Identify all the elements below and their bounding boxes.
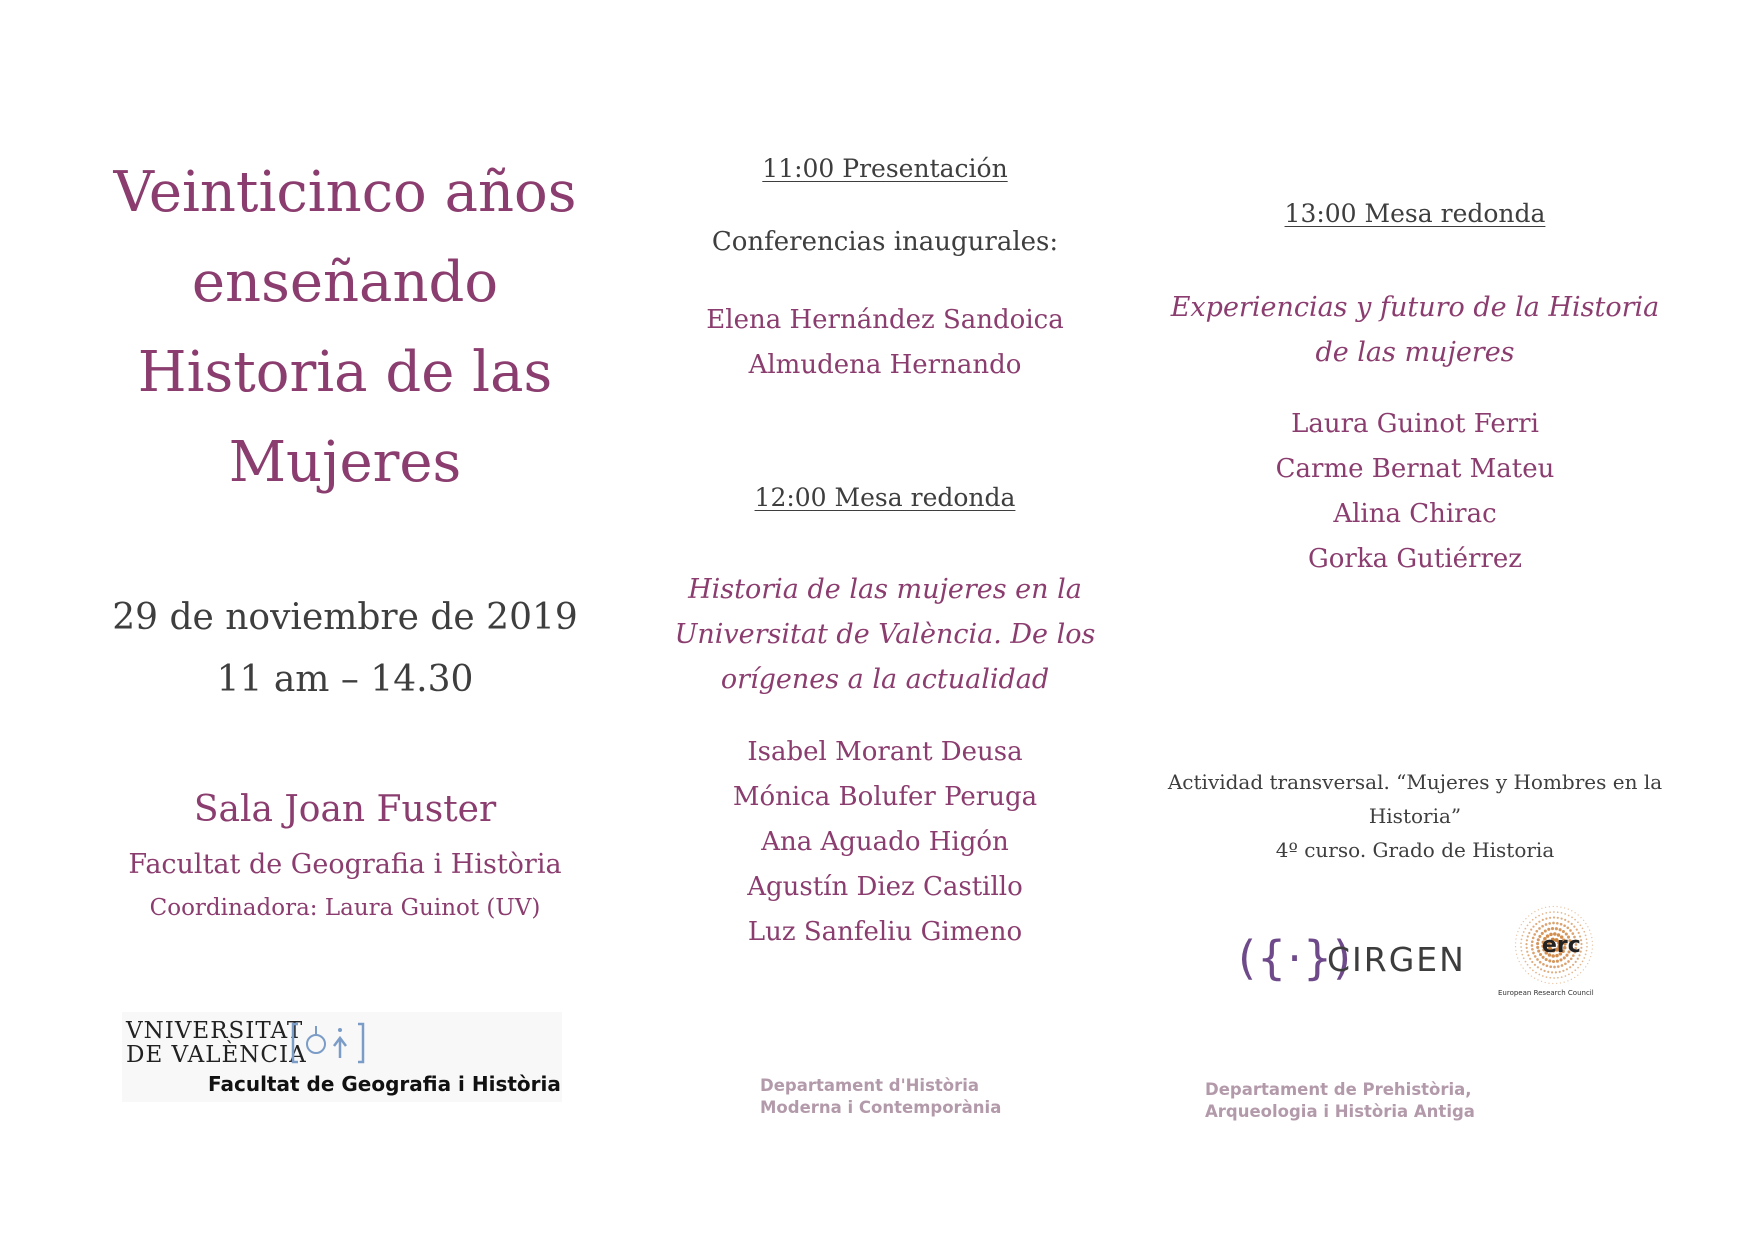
presentation-heading: 11:00 Presentación [762,154,1008,183]
coordinator: Coordinadora: Laura Guinot (UV) [149,895,541,921]
roundtable-1-speakers [640,730,1130,955]
erc-caption: European Research Council [1498,989,1594,997]
topic-line-2: de las mujeres [1315,337,1515,368]
university-logo [122,1012,562,1102]
department-prehistoria-line-1: Departament de Prehistòria, [1205,1080,1472,1099]
speaker-name: Agustín Diez Castillo [747,872,1023,902]
speaker-name: Carme Bernat Mateu [1275,454,1555,484]
topic-line-2: Universitat de València. De los [674,619,1096,650]
roundtable-2-heading: 13:00 Mesa redonda [1284,199,1546,228]
university-logo-line-2: DE VALÈNCIA [126,1042,307,1068]
speaker-name: Gorka Gutiérrez [1308,544,1522,574]
title-line-4: Mujeres [228,430,462,495]
department-moderna-logo [760,1075,1001,1119]
speaker-name: Mónica Bolufer Peruga [732,782,1038,812]
speaker-name: Luz Sanfeliu Gimeno [747,917,1023,947]
cirgen-name: CIRGEN [1327,940,1466,979]
faculty: Facultat de Geografia i Història [128,849,562,880]
activity-line-2: Historia” [1368,804,1462,828]
topic-line-1: Experiencias y futuro de la Historia [1170,292,1660,323]
topic-line-3: orígenes a la actualidad [720,664,1050,695]
speaker-name: Laura Guinot Ferri [1291,409,1539,439]
activity-note [1160,765,1670,867]
title-line-2: enseñando [191,250,499,315]
venue: Sala Joan Fuster [193,789,497,830]
cirgen-logo [1238,928,1478,988]
erc-logo [1490,905,1618,1005]
event-date: 29 de noviembre de 2019 [112,597,578,638]
roundtable-2-speakers [1160,402,1670,582]
speaker-name: Elena Hernández Sandoica [706,305,1064,335]
department-prehistoria-line-2: Arqueologia i Història Antiga [1205,1102,1475,1121]
event-time: 11 am – 14.30 [216,659,474,700]
conferences-label: Conferencias inaugurales: [711,227,1059,257]
erc-wordmark: erc [1542,933,1581,958]
cirgen-brackets-icon: ({·}) [1238,931,1353,985]
speaker-name: Ana Aguado Higón [761,827,1009,857]
speaker-name: Almudena Hernando [748,350,1022,380]
topic-line-1: Historia de las mujeres en la [688,574,1082,605]
title-line-1: Veinticinco años [113,160,577,225]
speaker-name: Alina Chirac [1333,499,1497,529]
activity-line-3: 4º curso. Grado de Historia [1275,838,1555,862]
department-moderna-line-1: Departament d'Història [760,1076,980,1095]
roundtable-1-heading: 12:00 Mesa redonda [754,483,1016,512]
department-moderna-line-2: Moderna i Contemporània [760,1098,1002,1117]
event-title [70,148,620,508]
conference-speakers [640,298,1130,388]
title-line-3: Historia de las [137,340,553,405]
university-logo-line-1: VNIVERSITAT [126,1018,304,1044]
university-logo-faculty: Facultat de Geografia i Història [208,1072,561,1096]
activity-line-1: Actividad transversal. “Mujeres y Hombres en la [1167,770,1663,794]
department-prehistoria-logo [1205,1079,1475,1123]
speaker-name: Isabel Morant Deusa [747,737,1023,767]
roundtable-1-topic [640,567,1130,702]
roundtable-2-topic [1160,285,1670,375]
university-emblem-icon [290,1020,366,1066]
